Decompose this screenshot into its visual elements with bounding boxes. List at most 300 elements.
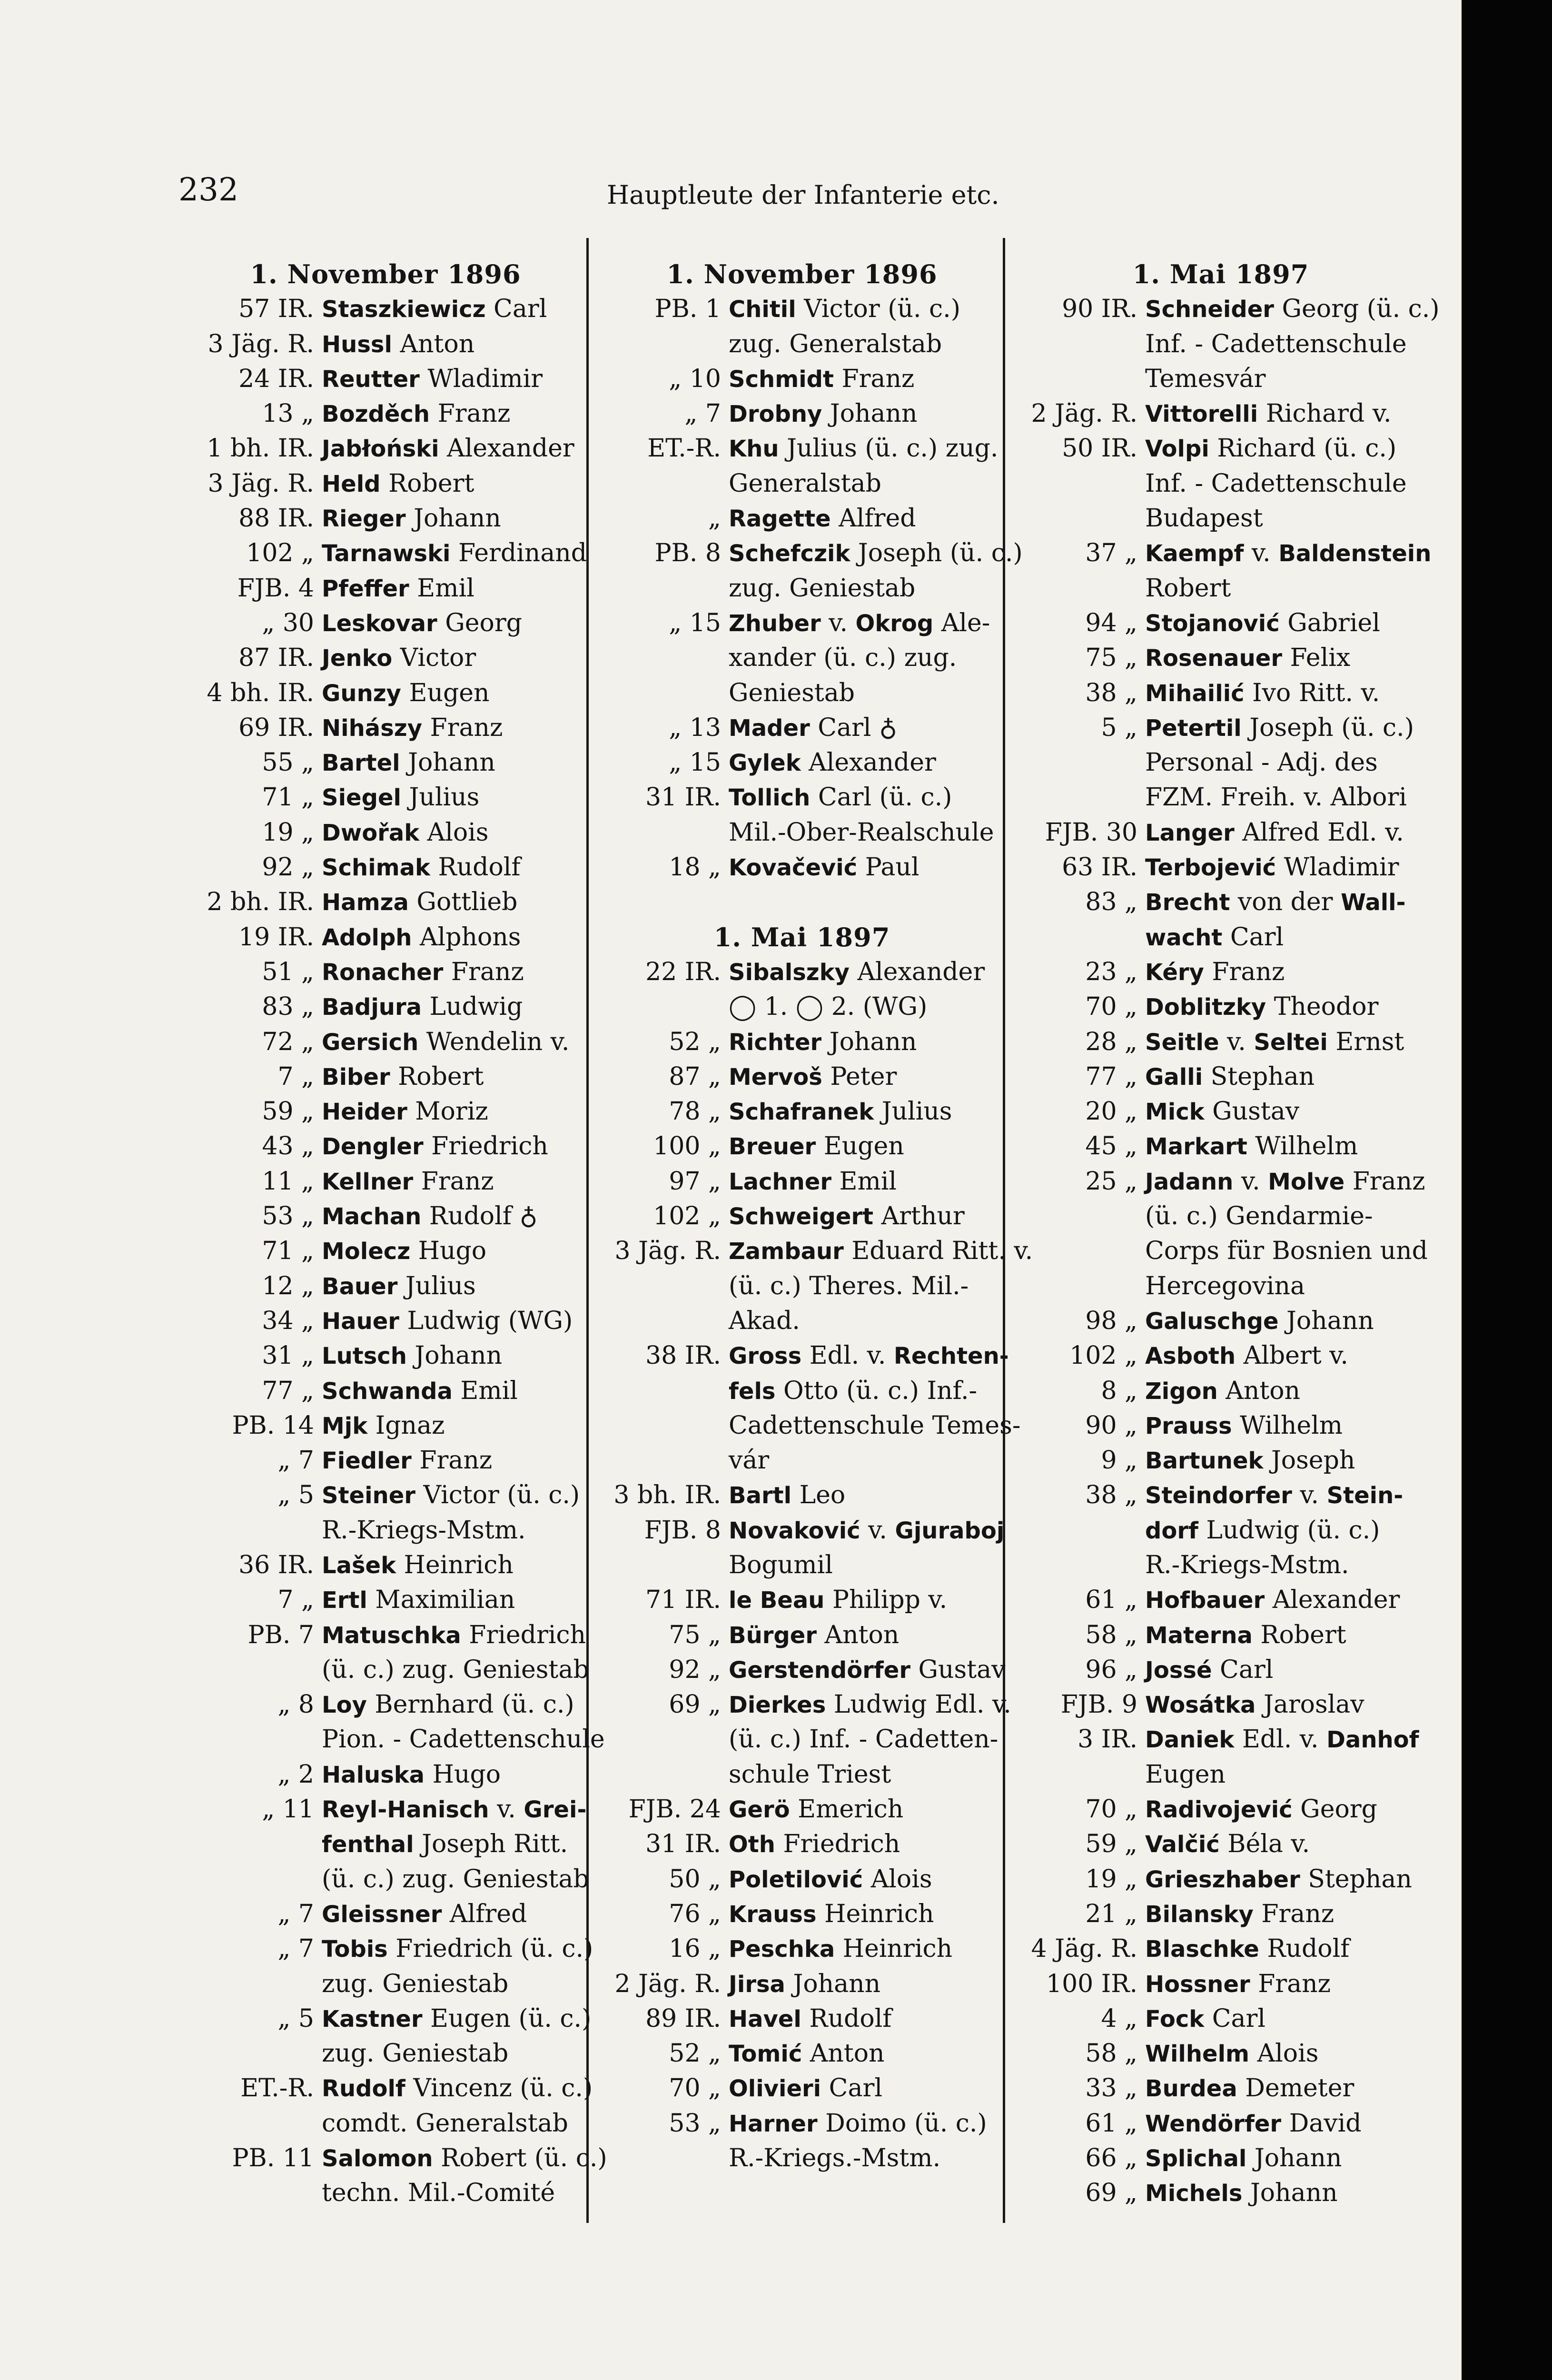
- given-name: Franz: [422, 713, 503, 742]
- officer-entry: [602, 431, 1002, 466]
- unit: 69 „: [1085, 2179, 1137, 2208]
- surname: Olivieri: [729, 2075, 821, 2102]
- officer-entry: [195, 1897, 576, 1932]
- given-name: Georg: [437, 608, 522, 637]
- given-name: Alexander: [849, 957, 985, 986]
- given-name: Alois: [419, 818, 489, 847]
- surname: Tobis: [322, 1936, 388, 1963]
- surname: Breuer: [729, 1133, 816, 1160]
- surname: Gersich: [322, 1029, 419, 1056]
- entry-continuation: zug. Geniestab: [322, 2039, 509, 2068]
- surname: Mick: [1145, 1099, 1205, 1126]
- surname: Gunzy: [322, 680, 401, 707]
- surname: Gross: [729, 1343, 802, 1370]
- surname: Staszkiewicz: [322, 296, 486, 323]
- surname: Bürger: [729, 1622, 817, 1649]
- given-name: Rudolf: [801, 2004, 892, 2033]
- unit: 34 „: [262, 1306, 314, 1335]
- surname-part: Seltei: [1254, 1029, 1328, 1056]
- given-name: Gustav: [1204, 1097, 1300, 1126]
- unit: PB. 7: [247, 1620, 314, 1649]
- surname: Schmidt: [729, 366, 834, 393]
- given-name: Maximilian: [367, 1586, 515, 1615]
- surname: Brecht: [1145, 889, 1230, 916]
- officer-entry: [1018, 815, 1423, 850]
- given-name: Ignaz: [367, 1411, 445, 1440]
- surname: Havel: [729, 2005, 801, 2033]
- unit: 97 „: [669, 1167, 721, 1196]
- entry-continuation: zug. Geniestab: [729, 574, 916, 603]
- officer-entry: [602, 1932, 1002, 1966]
- surname: Held: [322, 470, 381, 497]
- surname: Rieger: [322, 506, 406, 533]
- given-name: Ferdinand: [450, 539, 587, 568]
- given-name: Carl: [821, 2074, 882, 2103]
- unit: 77 „: [1085, 1062, 1137, 1091]
- unit: 21 „: [1085, 1899, 1137, 1928]
- unit: 53 „: [669, 2109, 721, 2138]
- officer-entry: [195, 466, 576, 501]
- surname: Michels: [1145, 2180, 1243, 2207]
- officer-entry: [195, 1792, 587, 1827]
- unit: 38 „: [1085, 1481, 1137, 1510]
- officer-entry: [195, 1164, 576, 1199]
- entry-continuation: zug. Geniestab: [322, 1969, 509, 1998]
- column-3: [1018, 257, 1440, 2211]
- entry-continuation: R.-Kriegs-Mstm.: [1145, 1550, 1349, 1579]
- given-name: Gabriel: [1279, 608, 1380, 637]
- entry-continuation: (ü. c.) zug. Geniestab: [322, 1655, 589, 1684]
- entry-continuation: [1018, 1513, 1423, 1548]
- entry-continuation: Robert: [1145, 574, 1231, 603]
- officer-entry: [602, 1478, 1002, 1513]
- given-name: Otto (ü. c.) Inf.-: [775, 1376, 978, 1405]
- officer-entry: [1018, 1025, 1423, 1060]
- surname: Kovačević: [729, 854, 858, 882]
- running-title: Hauptleute der Infanterie etc.: [607, 180, 999, 210]
- officer-entry: [195, 1234, 576, 1269]
- given-name: Victor (ü. c.): [415, 1481, 580, 1510]
- given-name: Vincenz (ü. c.): [405, 2074, 593, 2103]
- officer-entry: [1018, 885, 1423, 920]
- given-name: Joseph: [1263, 1446, 1355, 1475]
- unit: 57 IR.: [238, 295, 314, 324]
- given-name: Leo: [791, 1481, 846, 1510]
- given-name: Doimo (ü. c.): [817, 2109, 987, 2138]
- surname: Bartel: [322, 750, 400, 777]
- given-name: Emil: [409, 574, 474, 603]
- given-name: Julius: [397, 1271, 476, 1300]
- officer-entry: [602, 1897, 1002, 1932]
- entry-continuation: ◯ 1. ◯ 2. (WG): [729, 992, 928, 1021]
- officer-entry: [602, 1862, 1002, 1897]
- surname: Jirsa: [729, 1971, 785, 1998]
- unit: PB. 11: [232, 2144, 314, 2173]
- unit: 22 IR.: [645, 957, 721, 986]
- given-name: Philipp v.: [824, 1586, 948, 1615]
- surname: Jabłoński: [322, 436, 439, 463]
- unit: 52 „: [669, 2039, 721, 2068]
- entry-continuation: [195, 1827, 576, 1862]
- unit: „ 8: [277, 1690, 314, 1719]
- entry-continuation: Mil.-Ober-Realschule: [729, 818, 994, 847]
- officer-entry: [195, 1478, 580, 1513]
- surname: Hamza: [322, 889, 409, 916]
- surname: Tarnawski: [322, 540, 451, 567]
- given-name: Franz: [413, 1167, 494, 1196]
- officer-entry: [195, 990, 576, 1024]
- officer-entry: [195, 1687, 576, 1722]
- given-name: von der: [1230, 888, 1341, 917]
- unit: 13 „: [262, 399, 314, 428]
- given-name: Franz: [1250, 1969, 1331, 1998]
- unit: 7 „: [277, 1062, 314, 1091]
- entry-continuation: (ü. c.) zug. Geniestab: [322, 1864, 589, 1894]
- unit: 70 „: [1085, 992, 1137, 1021]
- given-name: Alexander: [801, 748, 936, 777]
- officer-entry: [602, 1687, 1011, 1722]
- entry-continuation: Temesvár: [1145, 364, 1266, 393]
- given-name: Theodor: [1266, 992, 1379, 1021]
- officer-entry: [1018, 955, 1423, 990]
- unit: ET.-R.: [647, 434, 721, 463]
- surname: Wosátka: [1145, 1692, 1256, 1719]
- given-name: Albert v.: [1236, 1341, 1348, 1370]
- officer-entry: [602, 1199, 1002, 1234]
- given-name: Alexander: [1265, 1586, 1400, 1615]
- officer-entry: [195, 2141, 607, 2176]
- surname: Hossner: [1145, 1971, 1250, 1998]
- officer-entry: [1018, 1094, 1423, 1129]
- unit: 19 IR.: [238, 922, 314, 952]
- section-heading: 1. November 1896: [666, 259, 938, 289]
- given-name: Heinrich: [396, 1550, 514, 1579]
- given-name: Franz: [411, 1446, 493, 1475]
- officer-entry: [1018, 1129, 1423, 1164]
- officer-entry: [195, 780, 576, 815]
- surname-part: Wall-: [1341, 889, 1406, 916]
- surname: Kéry: [1145, 959, 1204, 986]
- officer-entry: [1018, 1897, 1423, 1932]
- surname: Nihászy: [322, 714, 422, 742]
- given-name: Wilhelm: [1247, 1132, 1358, 1161]
- surname: Gleissner: [322, 1901, 442, 1928]
- surname: Stojanović: [1145, 610, 1280, 637]
- unit: FJB. 9: [1060, 1690, 1137, 1719]
- unit: 61 „: [1085, 2109, 1137, 2138]
- given-name: Georg (ü. c.): [1274, 295, 1440, 324]
- unit: 31 „: [262, 1341, 314, 1370]
- officer-entry: [602, 2071, 1002, 2106]
- officer-entry: [1018, 2002, 1423, 2036]
- given-name: Friedrich: [461, 1620, 586, 1649]
- surname: Haluska: [322, 1761, 425, 1788]
- given-name: Friedrich (ü. c.): [387, 1934, 593, 1964]
- given-name: Ludwig: [422, 992, 523, 1021]
- unit: 92 „: [669, 1655, 721, 1684]
- unit: 50 „: [669, 1864, 721, 1894]
- officer-entry: [195, 1583, 576, 1617]
- section-heading: 1. Mai 1897: [1132, 259, 1309, 289]
- given-name: Heinrich: [835, 1934, 953, 1964]
- unit: 38 „: [1085, 678, 1137, 707]
- surname: Jossé: [1145, 1656, 1212, 1684]
- officer-entry: [602, 1618, 1002, 1653]
- unit: „ 30: [262, 608, 314, 637]
- officer-entry: [1018, 711, 1423, 745]
- unit: „ 7: [277, 1934, 314, 1964]
- officer-entry: [195, 676, 576, 711]
- officer-entry: [1018, 1722, 1423, 1757]
- officer-entry: [1018, 1374, 1423, 1408]
- officer-entry: [602, 606, 1002, 641]
- unit: „ 7: [684, 399, 721, 428]
- given-name: Demeter: [1237, 2074, 1354, 2103]
- officer-entry: [1018, 1164, 1423, 1199]
- given-name: Emil: [452, 1376, 518, 1405]
- surname-part: Okrog: [855, 610, 934, 637]
- given-name: Victor: [392, 644, 476, 673]
- entry-continuation: FZM. Freih. v. Albori: [1145, 783, 1407, 812]
- officer-entry: [195, 815, 576, 850]
- entry-continuation: comdt. Generalstab: [322, 2109, 568, 2138]
- given-name: Alfred: [830, 504, 916, 533]
- unit: 19 „: [262, 818, 314, 847]
- officer-entry: [1018, 1408, 1423, 1443]
- given-name: Rudolf ♁: [421, 1202, 538, 1231]
- column-1: [195, 257, 607, 2211]
- surname: Schafranek: [729, 1099, 874, 1126]
- officer-entry: [195, 1199, 576, 1234]
- unit: 83 „: [262, 992, 314, 1021]
- officer-entry: [602, 1164, 1002, 1199]
- given-name: v.: [820, 608, 856, 637]
- surname: Bauer: [322, 1273, 398, 1300]
- surname: Tollich: [729, 784, 811, 812]
- unit: 55 „: [262, 748, 314, 777]
- surname: Khu: [729, 436, 779, 463]
- entry-continuation: Pion. - Cadettenschule: [322, 1725, 605, 1754]
- unit: 102 „: [246, 539, 314, 568]
- surname: Doblitzky: [1145, 994, 1266, 1021]
- surname: Tomić: [729, 2041, 802, 2068]
- entry-continuation: schule Triest: [729, 1760, 891, 1789]
- given-name: Ludwig (WG): [399, 1306, 573, 1335]
- surname: Prauss: [1145, 1412, 1232, 1439]
- given-name: Stephan: [1300, 1864, 1412, 1894]
- unit: 90 IR.: [1062, 295, 1137, 324]
- surname: Chitil: [729, 296, 796, 323]
- surname-part: Rechten-: [893, 1343, 1009, 1370]
- surname: Wendörfer: [1145, 2110, 1282, 2137]
- unit: 69 IR.: [238, 713, 314, 742]
- officer-entry: [195, 292, 576, 327]
- given-name: Carl: [485, 295, 547, 324]
- given-name: v.: [1233, 1167, 1268, 1196]
- unit: 5 „: [1101, 713, 1137, 742]
- unit: 2 Jäg. R.: [614, 1969, 721, 1998]
- surname: Grieszhaber: [1145, 1866, 1300, 1893]
- unit: 3 IR.: [1078, 1725, 1137, 1754]
- surname: Blaschke: [1145, 1936, 1259, 1963]
- officer-entry: [195, 2002, 592, 2036]
- given-name: Alfred: [442, 1899, 527, 1928]
- unit: 96 „: [1085, 1655, 1137, 1684]
- surname: Mader: [729, 714, 810, 742]
- name-suffix: Franz: [1344, 1167, 1425, 1196]
- unit: „ 11: [262, 1795, 314, 1824]
- given-name: Carl: [1204, 2004, 1266, 2033]
- given-name: Johann: [1246, 2144, 1342, 2173]
- unit: 3 Jäg. R.: [614, 1237, 721, 1266]
- officer-entry: [1018, 2176, 1423, 2211]
- surname-part: Grei-: [524, 1796, 587, 1824]
- surname-part: Molve: [1268, 1168, 1345, 1195]
- surname: Mervoš: [729, 1063, 822, 1091]
- surname: wacht: [1145, 924, 1223, 951]
- surname: Rosenauer: [1145, 645, 1283, 672]
- unit: 24 IR.: [238, 364, 314, 393]
- given-name: Arthur: [873, 1202, 965, 1231]
- unit: „ 5: [277, 2004, 314, 2033]
- officer-entry: [602, 780, 1002, 815]
- entry-continuation: Akad.: [729, 1306, 800, 1335]
- entry-continuation: [602, 1374, 1002, 1408]
- given-name: Felix: [1282, 644, 1351, 673]
- officer-entry: [1018, 2036, 1423, 2071]
- unit: 4 bh. IR.: [207, 678, 314, 707]
- column-divider: [1003, 238, 1005, 2223]
- surname: Richter: [729, 1029, 822, 1056]
- officer-entry: [602, 397, 1002, 431]
- unit: 33 „: [1085, 2074, 1137, 2103]
- unit: 1 bh. IR.: [207, 434, 314, 463]
- unit: 58 „: [1085, 1620, 1137, 1649]
- given-name: David: [1281, 2109, 1362, 2138]
- unit: 3 bh. IR.: [613, 1481, 721, 1510]
- officer-entry: [195, 431, 576, 466]
- officer-entry: [195, 1094, 576, 1129]
- surname: dorf: [1145, 1517, 1198, 1544]
- given-name: Franz: [430, 399, 511, 428]
- unit: „ 10: [669, 364, 721, 393]
- given-name: Bernhard (ü. c.): [366, 1690, 574, 1719]
- entry-continuation: R.-Kriegs.-Mstm.: [729, 2144, 941, 2173]
- entry-continuation: Bogumil: [729, 1550, 833, 1579]
- surname: Seitle: [1145, 1029, 1219, 1056]
- officer-entry: [1018, 1967, 1423, 2002]
- surname: Schimak: [322, 854, 430, 882]
- surname: Rudolf: [322, 2075, 405, 2102]
- given-name: Heinrich: [816, 1899, 934, 1928]
- surname: Fock: [1145, 2005, 1205, 2033]
- surname: Matuschka: [322, 1622, 461, 1649]
- unit: 71 „: [262, 783, 314, 812]
- surname: Loy: [322, 1692, 367, 1719]
- given-name: Eugen (ü. c.): [422, 2004, 592, 2033]
- surname: Zambaur: [729, 1238, 844, 1265]
- surname: Lachner: [729, 1168, 831, 1195]
- officer-entry: [602, 1025, 1002, 1060]
- given-name: Gottlieb: [408, 888, 518, 917]
- surname: Burdea: [1145, 2075, 1237, 2102]
- given-name: Carl (ü. c.): [810, 783, 952, 812]
- officer-entry: [602, 1129, 1002, 1164]
- surname: Terbojević: [1145, 854, 1276, 882]
- unit: 87 „: [669, 1062, 721, 1091]
- unit: 70 „: [669, 2074, 721, 2103]
- unit: 36 IR.: [238, 1550, 314, 1579]
- given-name: Alois: [863, 1864, 932, 1894]
- surname: Kaempf: [1145, 540, 1244, 567]
- unit: 94 „: [1085, 608, 1137, 637]
- surname: Vittorelli: [1145, 401, 1258, 428]
- surname: Biber: [322, 1063, 390, 1091]
- surname: Zigon: [1145, 1378, 1218, 1405]
- officer-entry: [1018, 990, 1423, 1024]
- entry-continuation: xander (ü. c.) zug.: [729, 644, 957, 673]
- given-name: Franz: [833, 364, 915, 393]
- surname: Reyl-Hanisch: [322, 1796, 489, 1824]
- given-name: Alfred Edl. v.: [1234, 818, 1404, 847]
- surname: Gerstendörfer: [729, 1656, 910, 1684]
- officer-entry: [1018, 1687, 1423, 1722]
- entry-continuation: zug. Generalstab: [729, 329, 942, 358]
- given-name: Robert: [380, 469, 474, 498]
- officer-entry: [195, 397, 576, 431]
- officer-entry: [1018, 536, 1432, 571]
- unit: 45 „: [1085, 1132, 1137, 1161]
- surname: Materna: [1145, 1622, 1253, 1649]
- surname: Lutsch: [322, 1343, 407, 1370]
- given-name: Wladimir: [419, 364, 543, 393]
- surname: Bilansky: [1145, 1901, 1254, 1928]
- given-name: Moriz: [407, 1097, 488, 1126]
- unit: „ 7: [277, 1446, 314, 1475]
- given-name: v.: [860, 1516, 895, 1545]
- unit: 16 „: [669, 1934, 721, 1964]
- given-name: Wendelin v.: [418, 1027, 570, 1056]
- officer-entry: [1018, 1304, 1423, 1339]
- unit: 9 „: [1101, 1446, 1137, 1475]
- surname: Gylek: [729, 750, 801, 777]
- unit: 98 „: [1085, 1306, 1137, 1335]
- surname: Heider: [322, 1099, 407, 1126]
- entry-continuation: Eugen: [1145, 1760, 1226, 1789]
- entry-continuation: (ü. c.) Inf. - Cadetten-: [729, 1725, 998, 1754]
- surname: Dierkes: [729, 1692, 826, 1719]
- unit: FJB. 4: [237, 574, 314, 603]
- surname: Wilhelm: [1145, 2041, 1250, 2068]
- unit: 100 „: [653, 1132, 721, 1161]
- surname: Asboth: [1145, 1343, 1236, 1370]
- given-name: Carl: [1222, 922, 1284, 952]
- unit: 69 „: [669, 1690, 721, 1719]
- officer-entry: [1018, 606, 1423, 641]
- unit: 11 „: [262, 1167, 314, 1196]
- officer-entry: [195, 955, 576, 990]
- officer-entry: [195, 711, 576, 745]
- officer-entry: [195, 571, 576, 606]
- officer-entry: [1018, 1792, 1423, 1827]
- surname: le Beau: [729, 1587, 825, 1614]
- unit: 23 „: [1085, 957, 1137, 986]
- surname: Ertl: [322, 1587, 367, 1614]
- unit: „ 5: [277, 1481, 314, 1510]
- unit: 50 IR.: [1062, 434, 1137, 463]
- surname: Schweigert: [729, 1203, 874, 1230]
- page-number: 232: [178, 171, 238, 208]
